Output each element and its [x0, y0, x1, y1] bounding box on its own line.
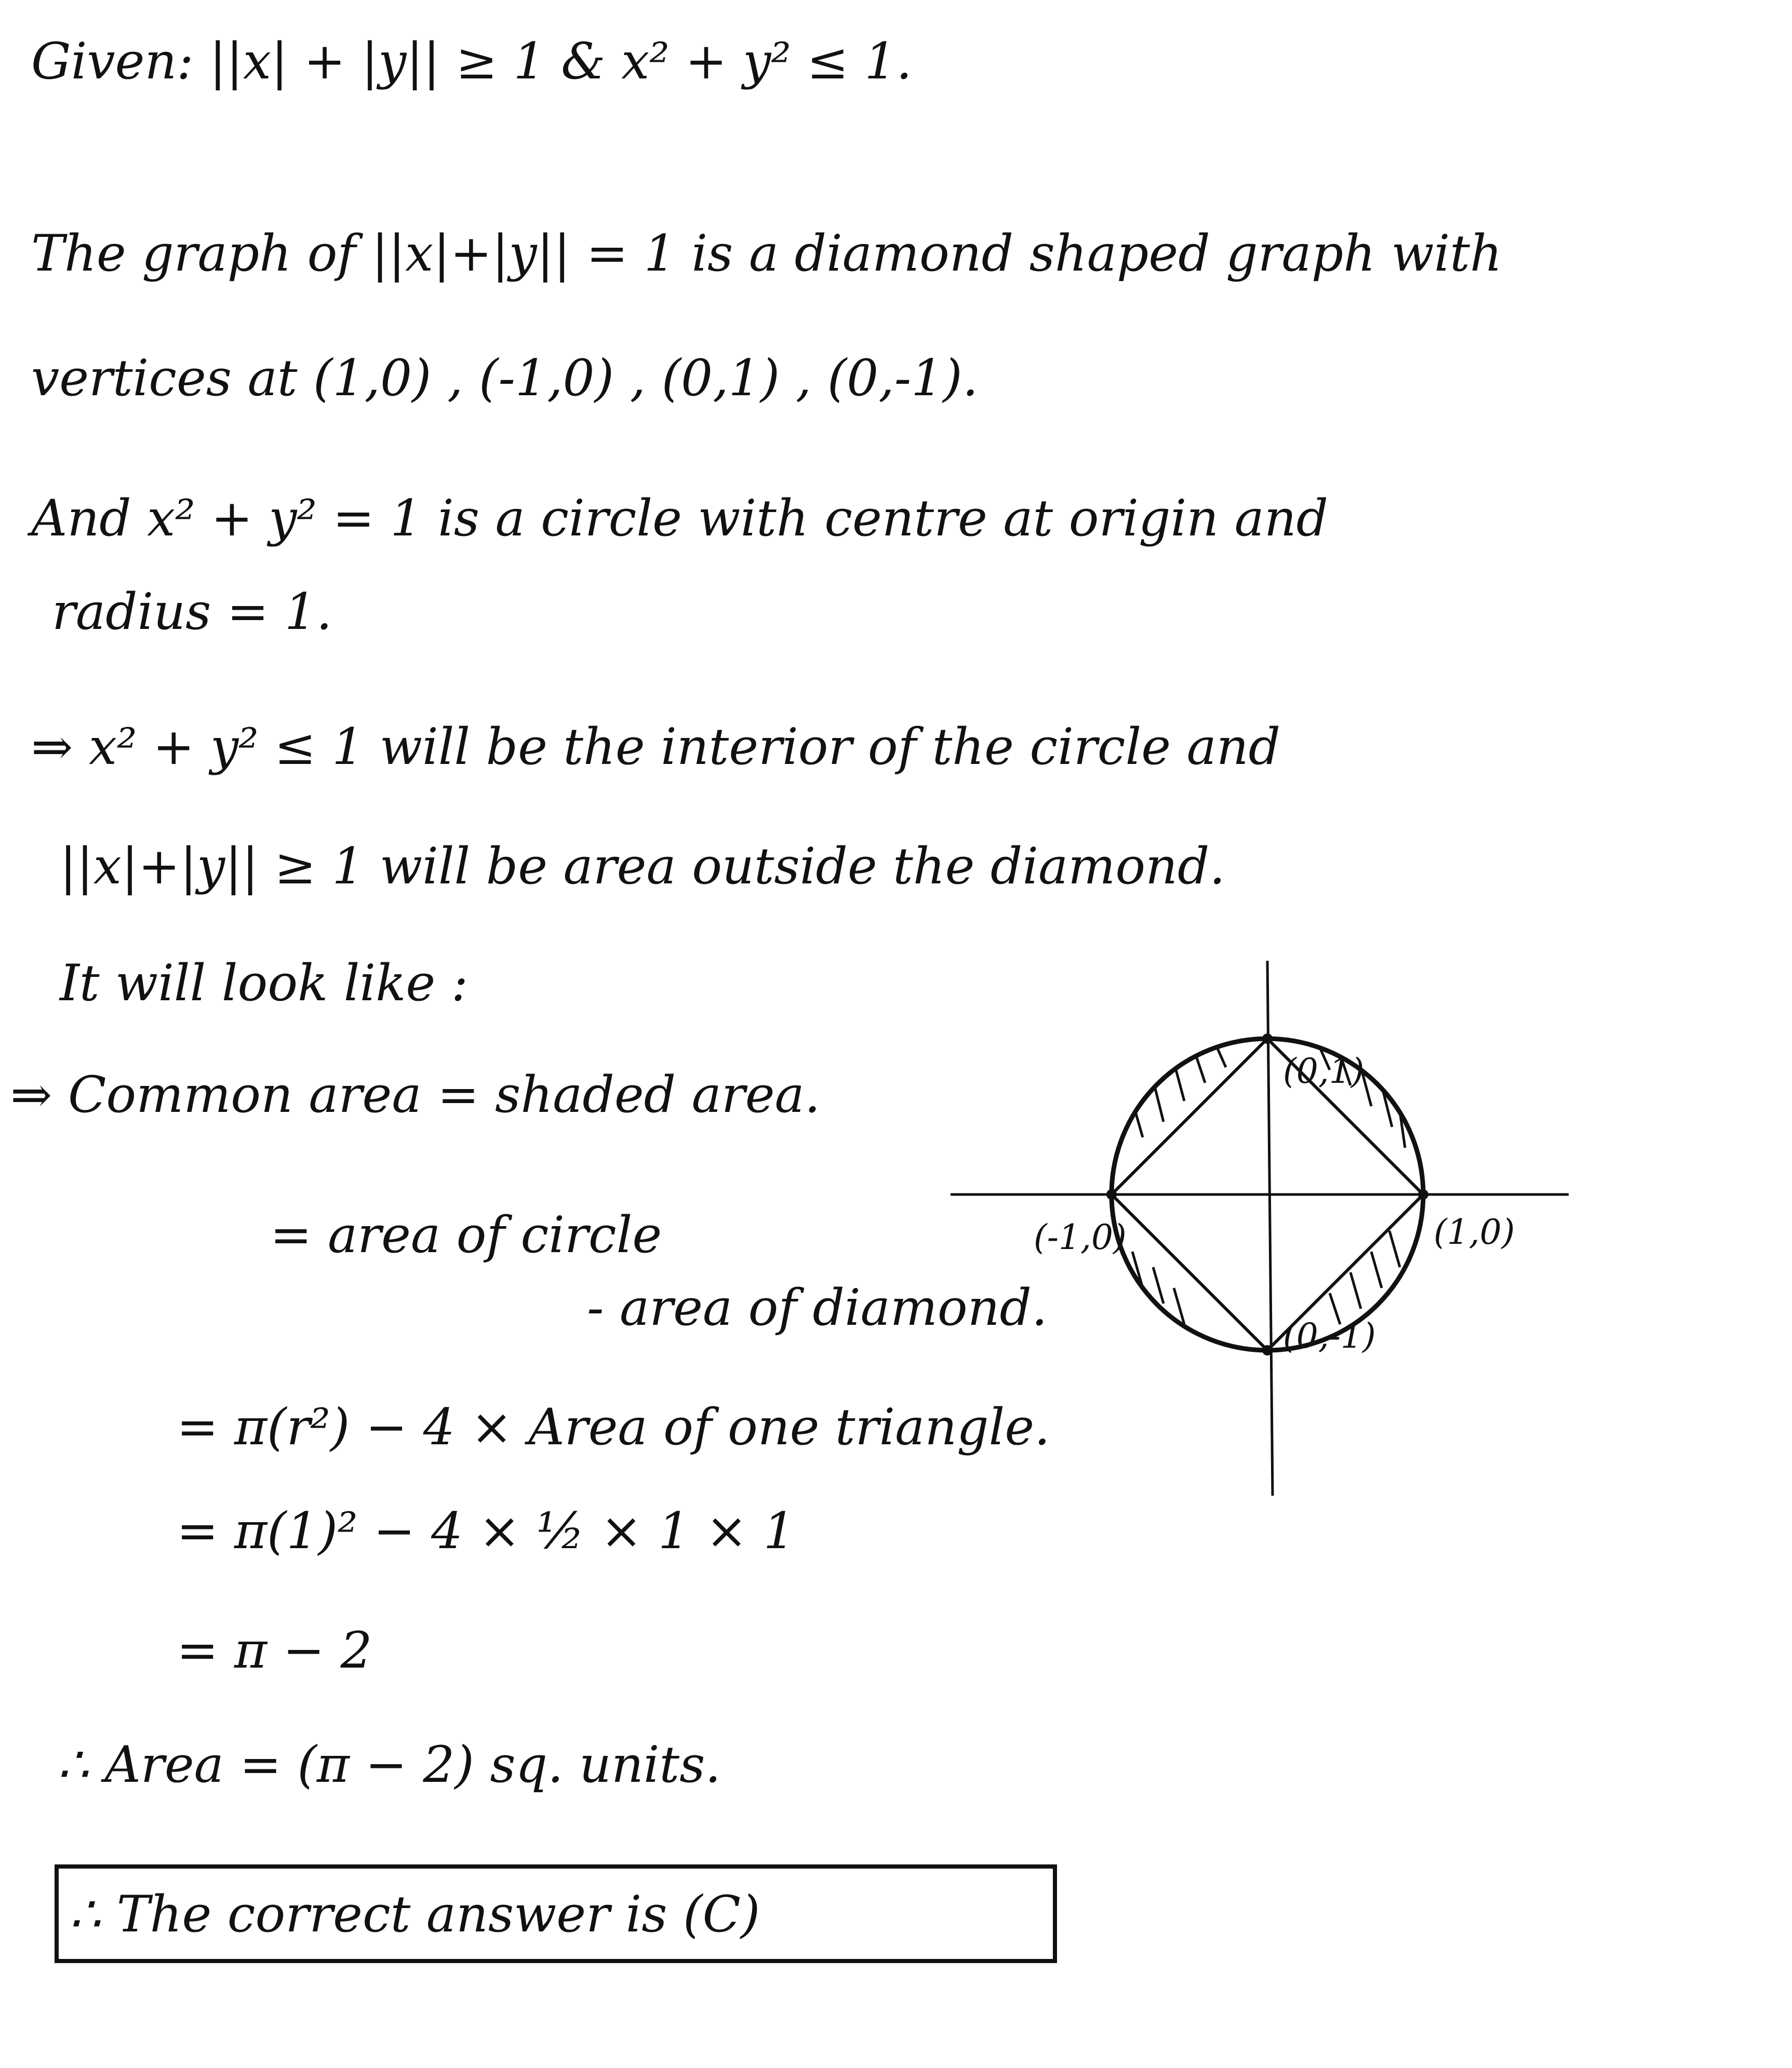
vertex-bottom — [1262, 1345, 1273, 1355]
interior-line-1: ⇒ x² + y² ≤ 1 will be the interior of the circle and — [31, 718, 1281, 776]
area-of-circle-line: = area of circle — [270, 1206, 662, 1264]
look-like-line: It will look like : — [60, 954, 469, 1012]
circle-description-line-2: radius = 1. — [52, 583, 332, 641]
label-vertex-top: (0,1) — [1283, 1051, 1365, 1091]
step-3-line: = π − 2 — [177, 1621, 372, 1680]
label-vertex-right: (1,0) — [1434, 1212, 1515, 1252]
common-area-line: ⇒ Common area = shaded area. — [10, 1066, 821, 1124]
interior-line-2: ||x|+|y|| ≥ 1 will be area outside the diamond. — [60, 837, 1225, 895]
diamond-description-line-2: vertices at (1,0) , (-1,0) , (0,1) , (0,-1). — [31, 349, 979, 407]
vertex-top — [1262, 1033, 1273, 1044]
answer-line: ∴ The correct answer is (C) — [69, 1885, 760, 1943]
given-line: Given: ||x| + |y|| ≥ 1 & x² + y² ≤ 1. — [31, 32, 912, 90]
therefore-area-line: ∴ Area = (π − 2) sq. units. — [57, 1736, 721, 1794]
area-of-diamond-line: - area of diamond. — [587, 1279, 1048, 1337]
label-vertex-left: (-1,0) — [1034, 1217, 1127, 1257]
circle-description-line-1: And x² + y² = 1 is a circle with centre at origin and — [31, 489, 1329, 547]
step-2-line: = π(1)² − 4 × ½ × 1 × 1 — [177, 1502, 795, 1560]
diamond-description-line-1: The graph of ||x|+|y|| = 1 is a diamond shaped graph with — [31, 224, 1502, 283]
vertex-left — [1106, 1189, 1117, 1200]
label-vertex-bottom: (0,-1) — [1283, 1316, 1376, 1356]
answer-box — [55, 1864, 1057, 1963]
step-1-line: = π(r²) − 4 × Area of one triangle. — [177, 1398, 1050, 1456]
vertex-right — [1418, 1189, 1428, 1200]
